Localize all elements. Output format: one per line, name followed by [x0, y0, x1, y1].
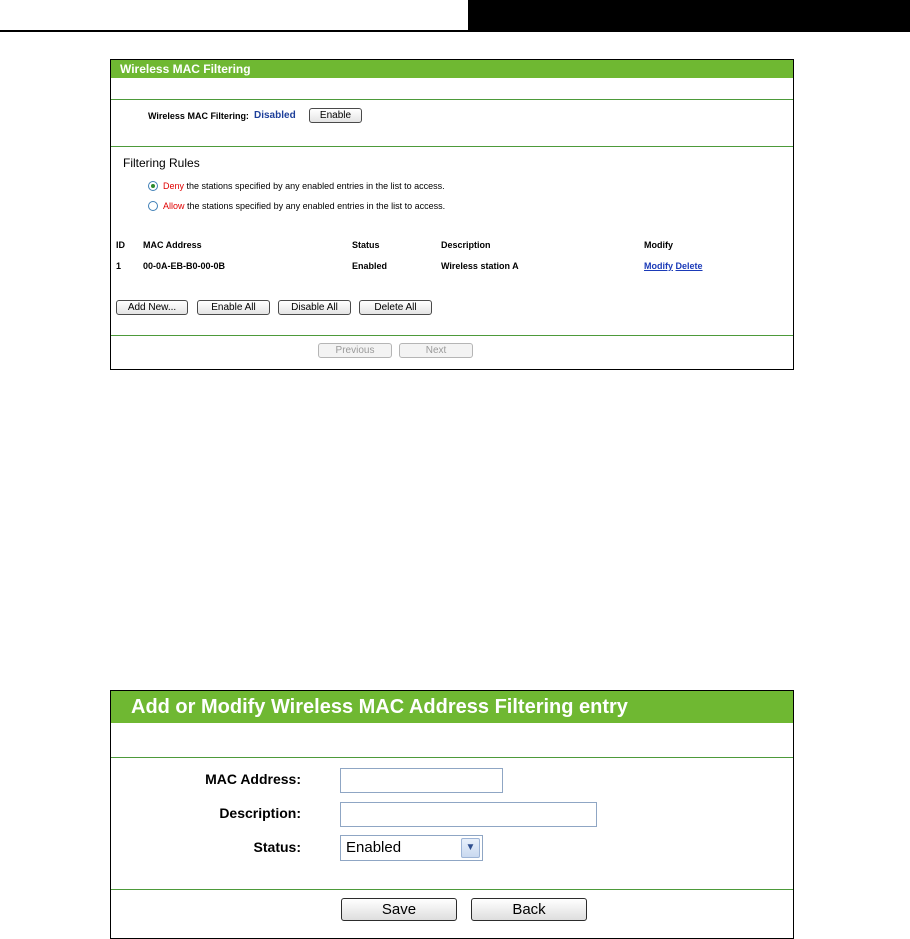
status-select[interactable]: [340, 835, 483, 861]
table-header-modify: Modify: [644, 240, 673, 250]
table-row-description: Wireless station A: [441, 261, 519, 271]
modify-link[interactable]: Modify: [644, 261, 673, 271]
separator: [111, 146, 793, 147]
table-row-actions: [644, 261, 703, 271]
filtering-label: Wireless MAC Filtering:: [148, 111, 249, 121]
separator: [111, 99, 793, 100]
table-row-id: 1: [116, 261, 122, 271]
panel-title: Add or Modify Wireless MAC Address Filtering entry: [111, 691, 793, 723]
table-row-status: Enabled: [352, 261, 388, 271]
radio-selected-dot: [151, 184, 155, 188]
deny-radio[interactable]: [148, 181, 158, 191]
page-header-block: [468, 0, 910, 32]
table-row-mac: 00-0A-EB-B0-00-0B: [143, 261, 226, 271]
separator: [111, 757, 793, 758]
allow-rule-rest: the stations specified by any enabled entries in the list to access.: [184, 201, 446, 211]
filtering-rules-heading: Filtering Rules: [123, 156, 200, 170]
mac-address-input[interactable]: [340, 768, 503, 793]
separator: [111, 889, 793, 890]
disable-all-button[interactable]: Disable All: [278, 300, 351, 315]
allow-radio[interactable]: [148, 201, 158, 211]
deny-rule-rest: the stations specified by any enabled entries in the list to access.: [184, 181, 445, 191]
delete-all-button[interactable]: Delete All: [359, 300, 432, 315]
enable-all-button[interactable]: Enable All: [197, 300, 270, 315]
table-header-description: Description: [441, 240, 491, 250]
deny-rule-text: [163, 181, 445, 191]
filtering-status: Disabled: [254, 110, 296, 121]
table-header-status: Status: [352, 240, 380, 250]
allow-rule-text: [163, 201, 445, 211]
description-label: Description:: [219, 805, 301, 821]
status-label: Status:: [253, 839, 301, 855]
table-header-mac: MAC Address: [143, 240, 202, 250]
allow-keyword: Allow: [163, 201, 185, 211]
next-button[interactable]: Next: [399, 343, 473, 358]
back-button[interactable]: Back: [471, 898, 587, 921]
status-select-value: Enabled: [346, 839, 402, 856]
chevron-down-icon[interactable]: ▼: [461, 838, 480, 858]
add-new-button[interactable]: Add New...: [116, 300, 188, 315]
panel-title: Wireless MAC Filtering: [111, 60, 793, 78]
wireless-mac-filtering-panel: [110, 59, 794, 370]
mac-address-label: MAC Address:: [205, 771, 301, 787]
add-modify-entry-panel: [110, 690, 794, 939]
save-button[interactable]: Save: [341, 898, 457, 921]
separator: [111, 335, 793, 336]
table-header-id: ID: [116, 240, 125, 250]
delete-link[interactable]: Delete: [675, 261, 703, 271]
deny-keyword: Deny: [163, 181, 185, 191]
enable-button[interactable]: Enable: [309, 108, 362, 123]
description-input[interactable]: [340, 802, 597, 827]
previous-button[interactable]: Previous: [318, 343, 392, 358]
